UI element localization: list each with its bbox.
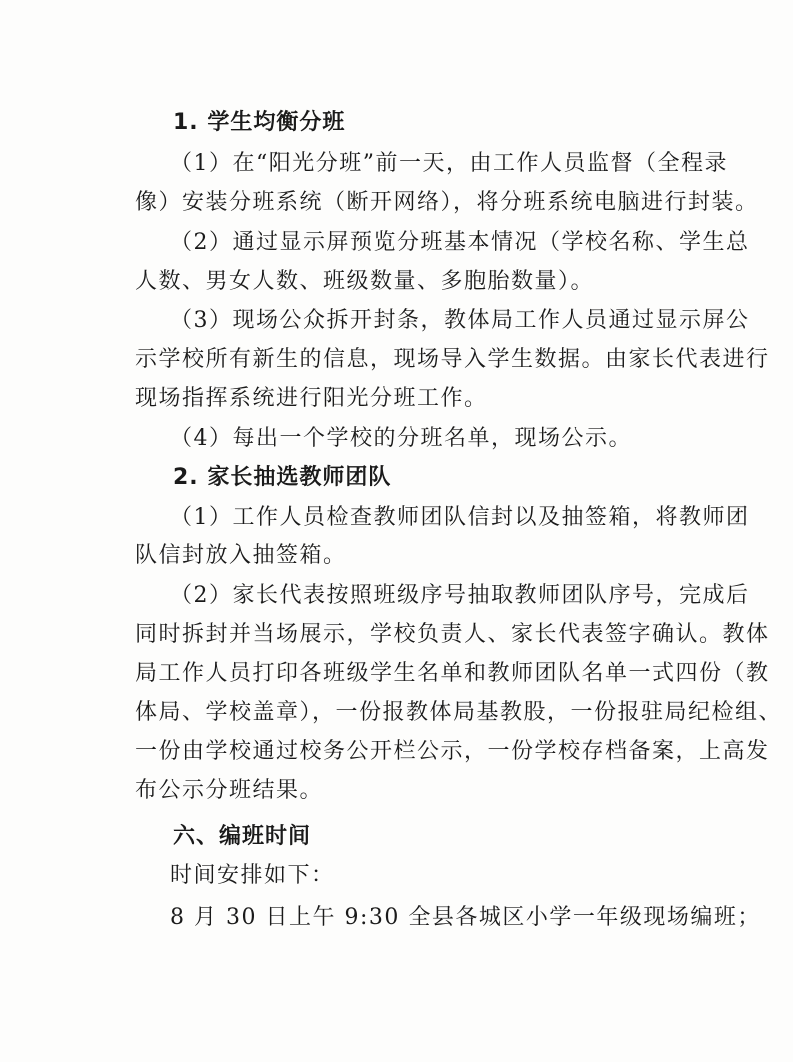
section-heading: 六、编班时间 <box>173 824 312 849</box>
paragraph-line: （4）每出一个学校的分班名单，现场公示。 <box>170 426 632 451</box>
paragraph-line: 同时拆封并当场展示，学校负责人、家长代表签字确认。教体 <box>135 622 770 647</box>
paragraph-line: 局工作人员打印各班级学生名单和教师团队名单一式四份（教 <box>135 661 770 686</box>
paragraph-line: 一份由学校通过校务公开栏公示，一份学校存档备案，上高发 <box>135 739 770 764</box>
paragraph-line: 时间安排如下： <box>170 863 335 888</box>
paragraph-line: 队信封放入抽签箱。 <box>135 543 347 568</box>
section-heading: 2. 家长抽选教师团队 <box>173 465 392 490</box>
paragraph-line: （2）通过显示屏预览分班基本情况（学校名称、学生总 <box>170 230 750 255</box>
section-heading: 1. 学生均衡分班 <box>173 110 346 135</box>
paragraph-line: 像）安装分班系统（断开网络），将分班系统电脑进行封装。 <box>135 190 759 215</box>
paragraph-line: （1）工作人员检查教师团队信封以及抽签箱，将教师团 <box>170 505 750 530</box>
paragraph-line: 示学校所有新生的信息，现场导入学生数据。由家长代表进行 <box>135 347 770 372</box>
paragraph-line: 现场指挥系统进行阳光分班工作。 <box>135 386 488 411</box>
paragraph-line: （2）家长代表按照班级序号抽取教师团队序号，完成后 <box>170 583 750 608</box>
paragraph-line: 人数、男女人数、班级数量、多胞胎数量）。 <box>135 269 595 294</box>
paragraph-line: 布公示分班结果。 <box>135 778 324 803</box>
paragraph-line: 体局、学校盖章），一份报教体局基教股，一份报驻局纪检组、 <box>135 700 783 725</box>
paragraph-line: 8 月 30 日上午 9:30 全县各城区小学一年级现场编班； <box>170 905 761 930</box>
paragraph-line: （1）在“阳光分班”前一天，由工作人员监督（全程录 <box>170 151 728 176</box>
paragraph-line: （3）现场公众拆开封条，教体局工作人员通过显示屏公 <box>170 308 750 333</box>
